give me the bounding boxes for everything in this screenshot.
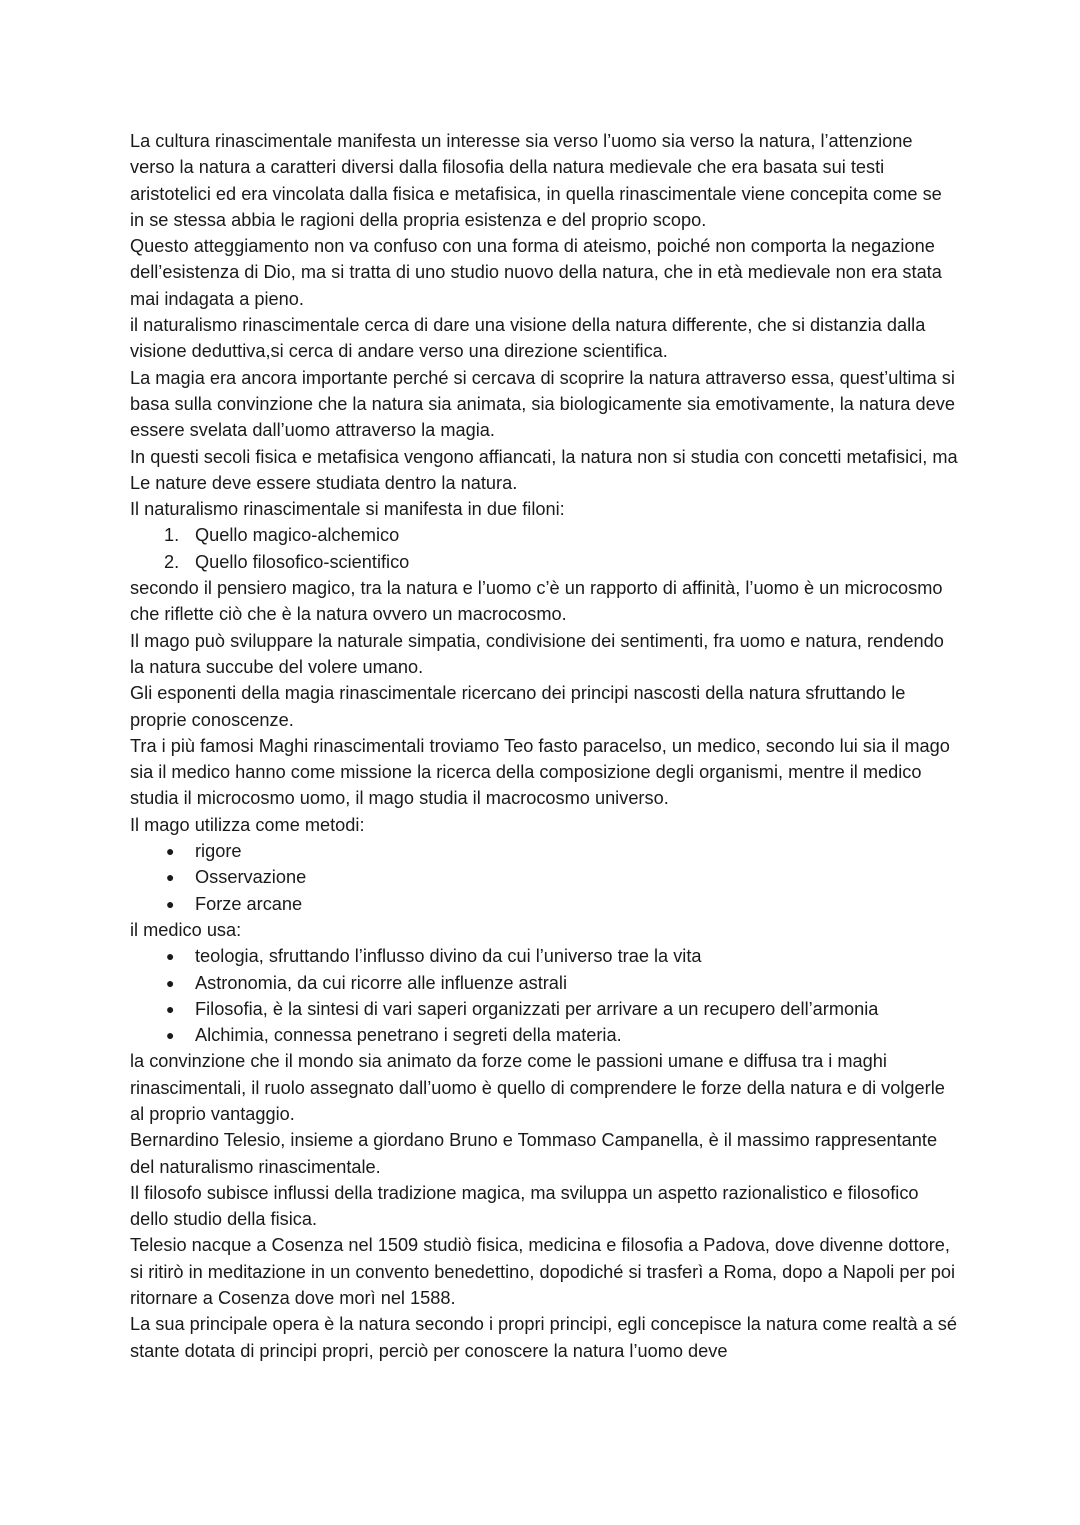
list-item-text: Astronomia, da cui ricorre alle influenze astrali [195,972,568,993]
list-item-text: Osservazione [195,867,307,888]
bullet-icon: ● [166,948,175,965]
paragraph: Il naturalismo rinascimentale si manifesta in due filoni: [130,499,565,520]
bullet-list-methods [130,838,960,917]
list-item [130,970,960,996]
list-item [130,891,960,917]
list-item-text: Filosofia, è la sintesi di vari saperi organizzati per arrivare a un recupero dell’armonia [195,998,879,1019]
bullet-icon: ● [166,895,175,912]
list-item [130,943,960,969]
list-number: 2. [164,551,180,572]
paragraph: Il mago può sviluppare la naturale simpatia, condivisione dei sentimenti, fra uomo e natura, rendendo la natura succube del volere umano. [130,630,944,677]
list-item-text: Quello filosofico-scientifico [195,551,410,572]
paragraph: Gli esponenti della magia rinascimentale ricercano dei principi nascosti della natura sfruttando le proprie conoscenze. [130,683,906,730]
paragraph: In questi secoli fisica e metafisica vengono affiancati, la natura non si studia con concetti metafisici, ma Le nature deve essere studiata dentro la natura. [130,446,958,493]
list-item [130,996,960,1022]
list-item-text: Forze arcane [195,893,303,914]
bullet-icon: ● [166,974,175,991]
bullet-icon: ● [166,869,175,886]
list-item-text: rigore [195,841,242,862]
list-item-text: Quello magico-alchemico [195,525,400,546]
paragraph: Il mago utilizza come metodi: [130,814,365,835]
list-item [130,549,960,575]
paragraph: Questo atteggiamento non va confuso con una forma di ateismo, poiché non comporta la negazione dell’esistenza di Dio, ma si tratta di uno studio nuovo della natura, che in età medievale non era stata mai indagata a pieno. [130,236,942,309]
paragraph: La sua principale opera è la natura secondo i propri principi, egli concepisce la natura come realtà a sé stante dotata di principi propri, perciò per conoscere la natura l’uomo deve [130,1314,958,1361]
numbered-list [130,522,960,575]
paragraph: il naturalismo rinascimentale cerca di dare una visione della natura differente, che si distanzia dalla visione deduttiva,si cerca di andare verso una direzione scientifica. [130,315,926,362]
list-item-text: teologia, sfruttando l’influsso divino da cui l’universo trae la vita [195,946,702,967]
paragraph: La cultura rinascimentale manifesta un interesse sia verso l’uomo sia verso la natura, l’attenzione verso la natura a caratteri diversi dalla filosofia della natura medievale che era basata sui testi aristotelici ed era vincolata dalla fisica e metafisica, in quella rinascimentale viene concepita come se in se stessa abbia le ragioni della propria esistenza e del proprio scopo. [130,131,942,230]
list-item [130,864,960,890]
list-item-text: Alchimia, connessa penetrano i segreti della materia. [195,1025,622,1046]
list-item [130,1022,960,1048]
paragraph: Il filosofo subisce influssi della tradizione magica, ma sviluppa un aspetto razionalistico e filosofico dello studio della fisica. [130,1182,919,1230]
document-page [130,128,960,1364]
paragraph: la convinzione che il mondo sia animato da forze come le passioni umane e diffusa tra i maghi rinascimentali, il ruolo assegnato dall’uomo è quello di comprendere le forze della natura e di volgerle al proprio vantaggio. [130,1051,945,1124]
paragraph: Telesio nacque a Cosenza nel 1509 studiò fisica, medicina e filosofia a Padova, dove divenne dottore, si ritirò in meditazione in un convento benedettino, dopodiché si trasferì a Roma, dopo a Napoli per poi ritornare a Cosenza dove morì nel 1588. [130,1235,955,1309]
paragraph: il medico usa: [130,919,242,940]
bullet-icon: ● [166,1027,175,1044]
list-item [130,522,960,548]
paragraph: secondo il pensiero magico, tra la natura e l’uomo c’è un rapporto di affinità, l’uomo è un microcosmo che riflette ciò che è la natura ovvero un macrocosmo. [130,578,943,625]
paragraph: Tra i più famosi Maghi rinascimentali troviamo Teo fasto paracelso, un medico, secondo lui sia il mago sia il medico hanno come missione la ricerca della composizione degli organismi, mentre il medico studia il microcosmo uomo, il mago studia il macrocosmo universo. [130,735,950,809]
bullet-list-medico [130,943,960,1048]
list-number: 1. [164,525,180,546]
paragraph: Bernardino Telesio, insieme a giordano Bruno e Tommaso Campanella, è il massimo rappresentante del naturalismo rinascimentale. [130,1130,938,1177]
bullet-icon: ● [166,843,175,860]
list-item [130,838,960,864]
paragraph: La magia era ancora importante perché si cercava di scoprire la natura attraverso essa, quest’ultima si basa sulla convinzione che la natura sia animata, sia biologicamente sia emotivamente, la natura deve essere svelata dall’uomo attraverso la magia. [130,367,955,441]
bullet-icon: ● [166,1000,175,1017]
